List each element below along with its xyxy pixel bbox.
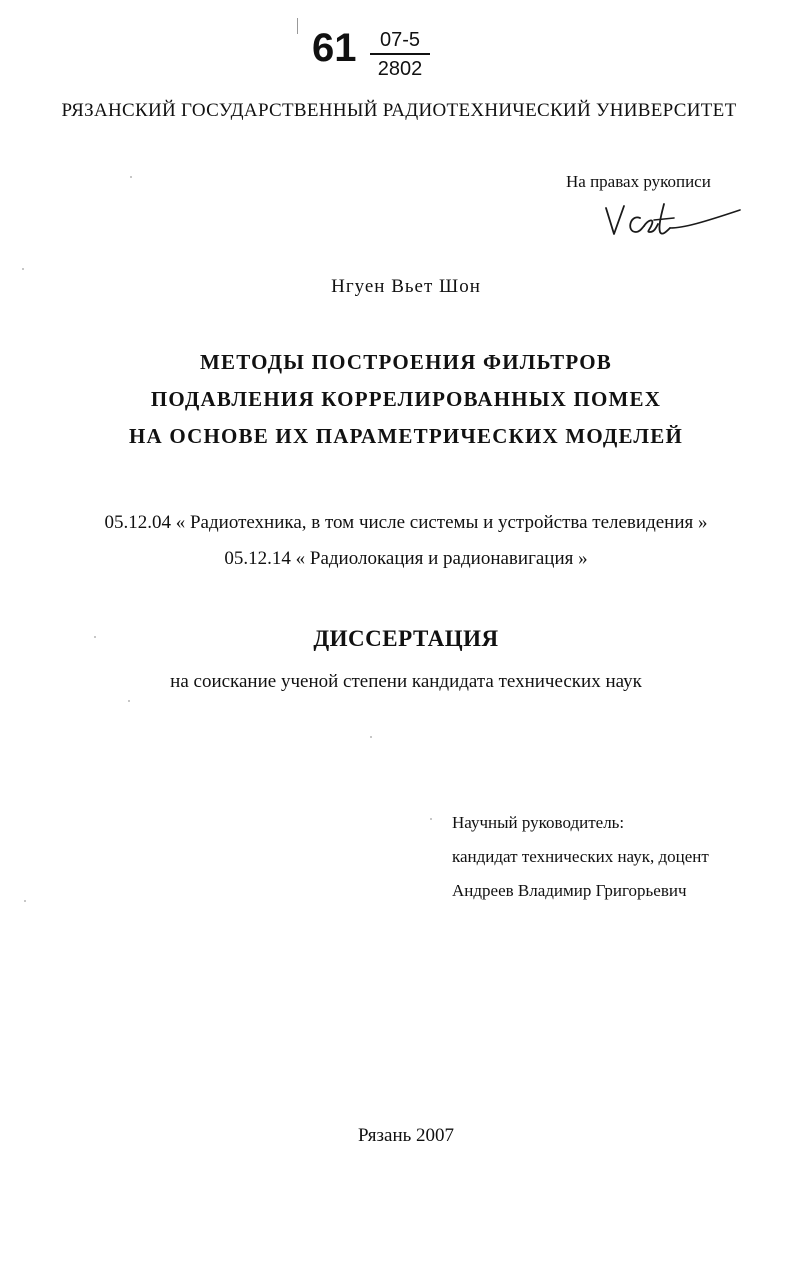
dissertation-title [0, 344, 798, 455]
catalog-stamp-numerator: 07-5 [379, 29, 421, 51]
degree-sought: на соискание ученой степени кандидата технических наук [170, 671, 642, 692]
scan-speck [24, 900, 26, 902]
scan-speck [22, 268, 24, 270]
scan-speck [430, 818, 432, 820]
catalog-stamp-number: 61 [312, 26, 357, 70]
catalog-stamp-denominator: 2802 [377, 58, 423, 80]
advisor-block [452, 806, 709, 908]
title-line-1: МЕТОДЫ ПОСТРОЕНИЯ ФИЛЬТРОВ [200, 350, 612, 374]
author-name: Нгуен Вьет Шон [331, 276, 481, 297]
document-type-heading: ДИССЕРТАЦИЯ [313, 626, 499, 651]
specialty-code-2: 05.12.14 « Радиолокация и радионавигация » [224, 548, 588, 569]
advisor-credentials: кандидат технических наук, доцент [452, 847, 709, 866]
manuscript-rights-note: На правах рукописи [566, 172, 711, 191]
advisor-name: Андреев Владимир Григорьевич [452, 881, 687, 900]
signature-icon [600, 198, 750, 244]
title-line-3: НА ОСНОВЕ ИХ ПАРАМЕТРИЧЕСКИХ МОДЕЛЕЙ [128, 424, 684, 448]
scan-speck [370, 736, 372, 738]
handwritten-signature [600, 198, 750, 249]
scan-speck [128, 700, 130, 702]
scan-edge-mark [297, 18, 298, 34]
university-name: РЯЗАНСКИЙ ГОСУДАРСТВЕННЫЙ РАДИОТЕХНИЧЕСКИЙ УНИВЕРСИТЕТ [61, 100, 737, 121]
scan-speck [130, 176, 132, 178]
advisor-label: Научный руководитель: [452, 813, 625, 832]
catalog-stamp-fraction [368, 30, 432, 79]
specialty-code-1: 05.12.04 « Радиотехника, в том числе системы и устройства телевидения » [104, 512, 708, 533]
city-year: Рязань 2007 [357, 1125, 455, 1146]
scan-speck [94, 636, 96, 638]
title-line-2: ПОДАВЛЕНИЯ КОРРЕЛИРОВАННЫХ ПОМЕХ [150, 387, 662, 411]
